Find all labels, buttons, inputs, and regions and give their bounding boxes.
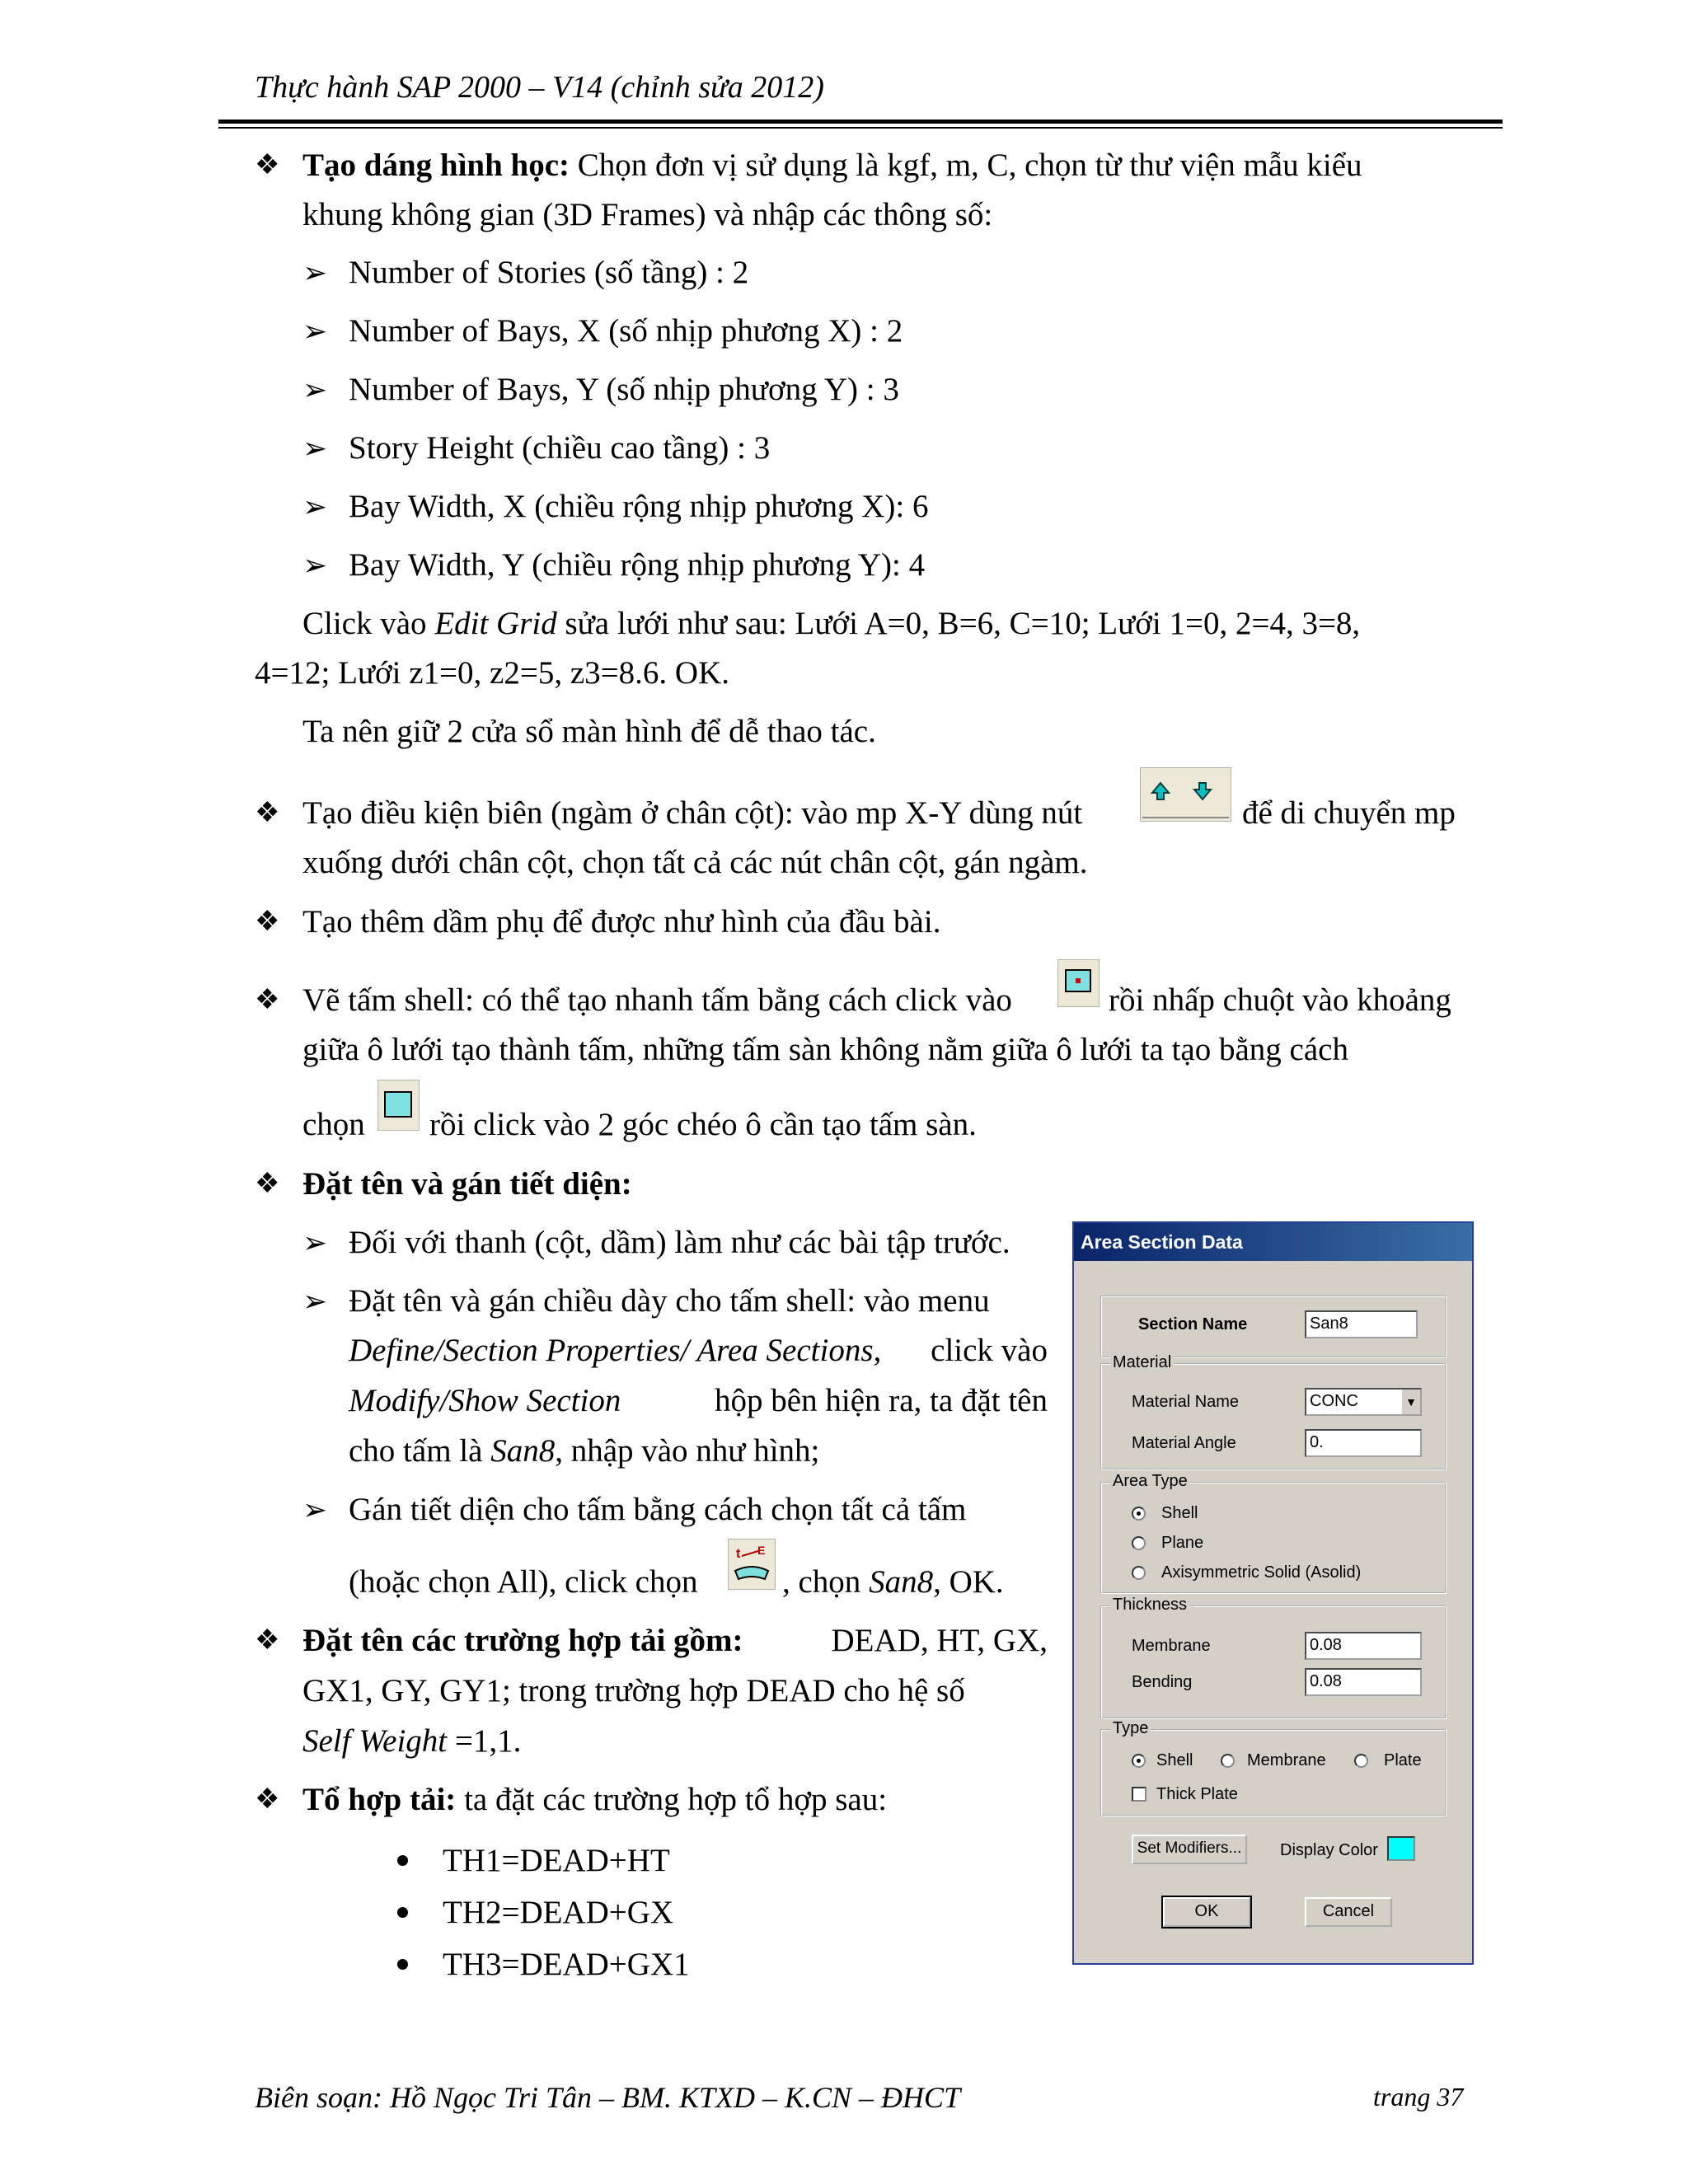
svg-text:E: E	[757, 1544, 766, 1557]
s4-line1a: Vẽ tấm shell: có thể tạo nhanh tấm bằng cách click vào	[302, 982, 1012, 1018]
s1-line1-text: Chọn đơn vị sử dụng là kgf, m, C, chọn từ thư viện mẫu kiểu	[577, 148, 1362, 183]
material-name-label: Material Name	[1132, 1393, 1240, 1411]
s1-item-5: Bay Width, X (chiều rộng nhịp phương X): 6	[349, 489, 929, 524]
diamond-bullet: ❖	[255, 1784, 280, 1815]
s2-line1b: để di chuyển mp	[1242, 795, 1456, 831]
quick-draw-area-icon[interactable]	[1057, 959, 1100, 1007]
footer-author: Biên soạn: Hồ Ngọc Tri Tân – BM. KTXD – K.CN – ĐHCT	[255, 2081, 961, 2114]
s5-item3-line2b: , chọn San8, OK.	[782, 1564, 1004, 1600]
thickness-group-label: Thickness	[1110, 1596, 1189, 1615]
bending-thickness-field[interactable]: 0.08	[1305, 1668, 1422, 1696]
material-angle-field[interactable]: 0.	[1305, 1429, 1422, 1457]
s1-keep: Ta nên giữ 2 cửa sổ màn hình để dễ thao tác.	[302, 714, 876, 749]
diamond-bullet: ❖	[255, 798, 280, 828]
type-group	[1100, 1729, 1447, 1816]
s5-item2-line1: Đặt tên và gán chiều dày cho tấm shell: vào menu	[349, 1283, 990, 1319]
arrow-bullet: ➢	[302, 315, 328, 348]
move-up-down-icon[interactable]	[1140, 767, 1231, 822]
arrow-bullet: ➢	[302, 490, 328, 523]
type-shell-label: Shell	[1156, 1751, 1193, 1769]
combo-bullet	[397, 1855, 408, 1866]
arrow-bullet: ➢	[302, 1226, 328, 1259]
thick-plate-label: Thick Plate	[1156, 1785, 1238, 1803]
chevron-down-icon[interactable]: ▼	[1400, 1390, 1420, 1414]
s6-line1: Đặt tên các trường hợp tải gồm: DEAD, HT, GX,	[302, 1623, 1048, 1658]
diamond-bullet: ❖	[255, 150, 280, 180]
s5-item1: Đối với thanh (cột, dầm) làm như các bài tập trước.	[349, 1225, 1010, 1260]
s1-item-1: Number of Stories (số tầng) : 2	[349, 255, 749, 290]
section-name-label: Section Name	[1138, 1315, 1248, 1333]
footer-page-number: trang 37	[1373, 2082, 1464, 2111]
membrane-thickness-field[interactable]: 0.08	[1305, 1632, 1422, 1660]
draw-rectangular-area-icon[interactable]	[377, 1080, 420, 1131]
s1-heading: Tạo dáng hình học:	[302, 148, 570, 183]
area-type-asolid-radio[interactable]	[1132, 1566, 1146, 1580]
arrow-bullet: ➢	[302, 256, 328, 289]
diamond-bullet: ❖	[255, 985, 280, 1015]
s1-item-6: Bay Width, Y (chiều rộng nhịp phương Y): 4	[349, 547, 926, 583]
ok-button[interactable]: OK	[1163, 1897, 1250, 1927]
type-membrane-radio[interactable]	[1221, 1754, 1235, 1768]
area-type-group-label: Area Type	[1110, 1472, 1190, 1491]
arrow-bullet: ➢	[302, 432, 328, 465]
page-header-title: Thực hành SAP 2000 – V14 (chỉnh sửa 2012)	[255, 70, 824, 105]
assign-area-section-icon[interactable]	[728, 1539, 776, 1590]
s3-line: Tạo thêm dầm phụ để được như hình của đầu bài.	[302, 904, 941, 940]
s1-grid-line2: 4=12; Lưới z1=0, z2=5, z3=8.6. OK.	[255, 655, 729, 691]
combo-bullet	[397, 1959, 408, 1970]
s2-line2: xuống dưới chân cột, chọn tất cả các nút chân cột, gán ngàm.	[302, 845, 1088, 880]
combo-th2: TH2=DEAD+GX	[443, 1895, 674, 1930]
area-type-shell-label: Shell	[1161, 1504, 1198, 1522]
type-membrane-label: Membrane	[1247, 1751, 1326, 1769]
s6-line2: GX1, GY, GY1; trong trường hợp DEAD cho hệ số	[302, 1673, 965, 1708]
s4-line3b: rồi click vào 2 góc chéo ô cần tạo tấm sàn.	[429, 1107, 977, 1142]
s5-item3-line1: Gán tiết diện cho tấm bằng cách chọn tất cả tấm	[349, 1492, 967, 1527]
s1-line1	[302, 147, 1469, 185]
arrow-bullet: ➢	[302, 549, 328, 582]
s1-item-4: Story Height (chiều cao tầng) : 3	[349, 430, 771, 466]
dialog-title: Area Section Data	[1074, 1223, 1472, 1261]
combo-th3: TH3=DEAD+GX1	[443, 1947, 690, 1982]
diamond-bullet: ❖	[255, 907, 280, 937]
thick-plate-checkbox[interactable]	[1132, 1787, 1146, 1802]
display-color-label: Display Color	[1280, 1841, 1378, 1859]
type-shell-radio[interactable]	[1132, 1754, 1146, 1768]
diamond-bullet: ❖	[255, 1625, 280, 1656]
s2-line1a: Tạo điều kiện biên (ngàm ở chân cột): vào mp X-Y dùng nút	[302, 795, 1083, 831]
combo-th1: TH1=DEAD+HT	[443, 1843, 670, 1878]
svg-text:t: t	[736, 1547, 741, 1561]
area-type-plane-radio[interactable]	[1132, 1536, 1146, 1550]
type-plate-radio[interactable]	[1354, 1754, 1368, 1768]
material-group-label: Material	[1110, 1353, 1174, 1372]
s5-item3-line2a: (hoặc chọn All), click chọn	[349, 1564, 698, 1600]
s5-item2-line3: Modify/Show Section hộp bên hiện ra, ta đặt tên	[349, 1383, 1048, 1418]
diamond-bullet: ❖	[255, 1169, 280, 1199]
set-modifiers-button[interactable]: Set Modifiers...	[1132, 1835, 1247, 1864]
s5-item2-line2: Define/Section Properties/ Area Sections, click vào	[349, 1333, 1048, 1368]
header-rule-thin	[218, 127, 1503, 129]
s1-grid-line1: Click vào Edit Grid sửa lưới như sau: Lưới A=0, B=6, C=10; Lưới 1=0, 2=4, 3=8,	[302, 606, 1361, 641]
s5-heading: Đặt tên và gán tiết diện:	[302, 1166, 632, 1202]
s4-line3a: chọn	[302, 1107, 365, 1142]
thickness-group	[1100, 1605, 1447, 1719]
header-rule	[218, 120, 1503, 124]
area-type-asolid-label: Axisymmetric Solid (Asolid)	[1161, 1563, 1362, 1582]
material-name-select[interactable]: CONC ▼	[1305, 1388, 1422, 1416]
bending-label: Bending	[1132, 1673, 1193, 1691]
arrow-bullet: ➢	[302, 1493, 328, 1526]
area-section-data-dialog	[1072, 1221, 1474, 1965]
area-type-shell-radio[interactable]	[1132, 1507, 1146, 1521]
s7-line: Tổ hợp tải: ta đặt các trường hợp tổ hợp sau:	[302, 1782, 888, 1817]
area-type-plane-label: Plane	[1161, 1534, 1204, 1552]
s1-item-3: Number of Bays, Y (số nhịp phương Y) : 3	[349, 372, 899, 407]
material-angle-label: Material Angle	[1132, 1434, 1236, 1452]
s5-item2-line4: cho tấm là San8, nhập vào như hình;	[349, 1433, 820, 1469]
s4-line1b: rồi nhấp chuột vào khoảng	[1109, 982, 1451, 1018]
s4-line2: giữa ô lưới tạo thành tấm, những tấm sàn không nằm giữa ô lưới ta tạo bằng cách	[302, 1032, 1348, 1067]
type-group-label: Type	[1110, 1719, 1151, 1738]
membrane-label: Membrane	[1132, 1637, 1211, 1655]
type-plate-label: Plate	[1384, 1751, 1422, 1769]
section-name-field[interactable]: San8	[1305, 1310, 1418, 1338]
s1-line2: khung không gian (3D Frames) và nhập các thông số:	[302, 197, 993, 232]
arrow-bullet: ➢	[302, 1285, 328, 1318]
cancel-button[interactable]: Cancel	[1305, 1897, 1392, 1927]
s1-item-2: Number of Bays, X (số nhịp phương X) : 2	[349, 313, 903, 349]
arrow-bullet: ➢	[302, 373, 328, 406]
s6-line3: Self Weight =1,1.	[302, 1723, 522, 1759]
display-color-swatch[interactable]	[1387, 1836, 1415, 1861]
combo-bullet	[397, 1907, 408, 1918]
